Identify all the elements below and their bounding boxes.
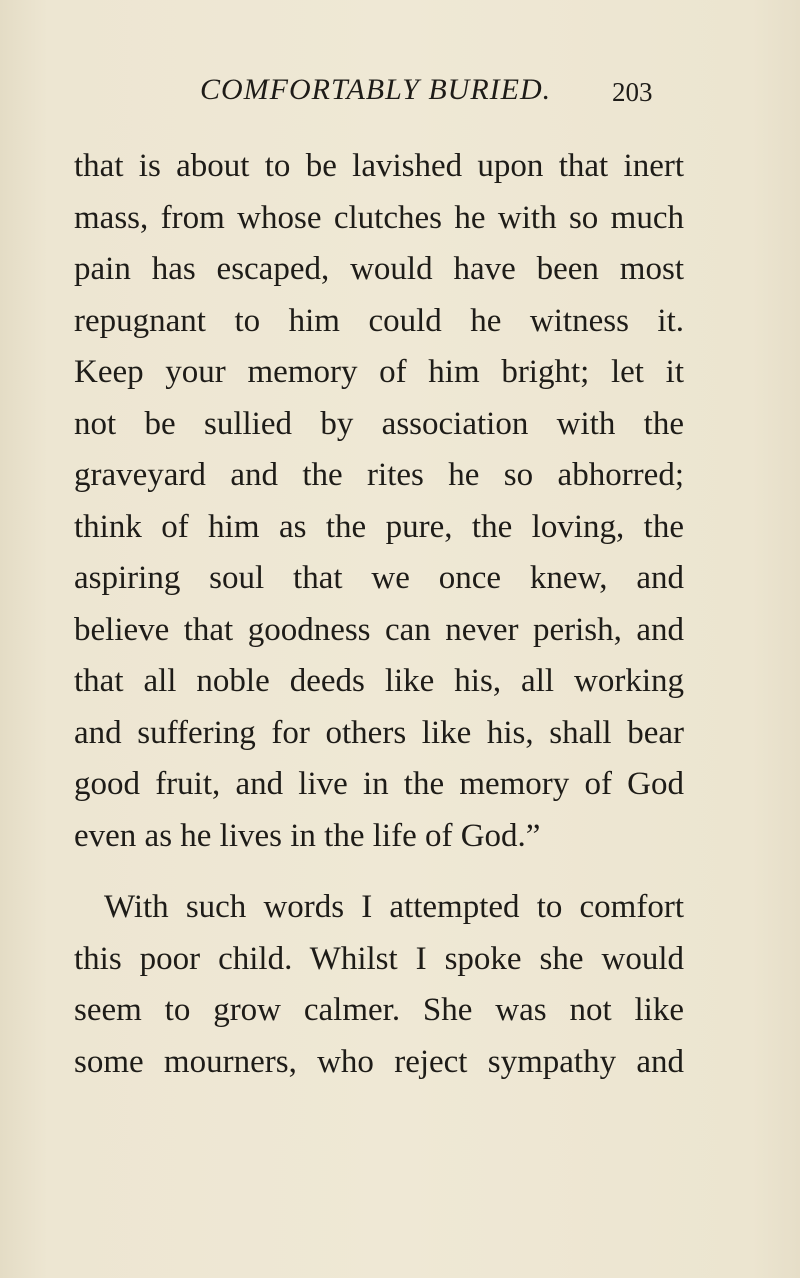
text-line: graveyard and the rites he so abhorred; [74,457,684,493]
paragraph-gap [74,862,684,882]
text-line: pain has escaped, would have been most [74,251,684,287]
text-line: that all noble deeds like his, all working [74,663,684,699]
page-number: 203 [612,77,653,107]
text-line: aspiring soul that we once knew, and [74,560,684,596]
body-text [74,141,684,1088]
text-line: repugnant to him could he witness it. [74,302,684,339]
running-head [0,70,800,110]
text-line: seem to grow calmer. She was not like [74,992,684,1028]
text-line: that is about to be lavished upon that inert [74,148,684,184]
text-line: and suffering for others like his, shall bear [74,714,684,751]
text-line: this poor child. Whilst I spoke she would [74,940,684,977]
text-line: mass, from whose clutches he with so much [74,199,684,236]
text-line: some mourners, who reject sympathy and [74,1043,684,1080]
text-line: Keep your memory of him bright; let it [74,354,684,390]
text-line: With such words I attempted to comfort [104,889,684,925]
text-line: not be sullied by association with the [74,405,684,442]
text-line: even as he lives in the life of God.” [74,817,541,854]
text-line: good fruit, and live in the memory of God [74,766,684,802]
paragraph [74,141,684,862]
running-title: COMFORTABLY BURIED. [200,73,552,106]
paragraph [74,882,684,1088]
text-line: think of him as the pure, the loving, the [74,508,684,545]
text-line: believe that goodness can never perish, and [74,611,684,648]
